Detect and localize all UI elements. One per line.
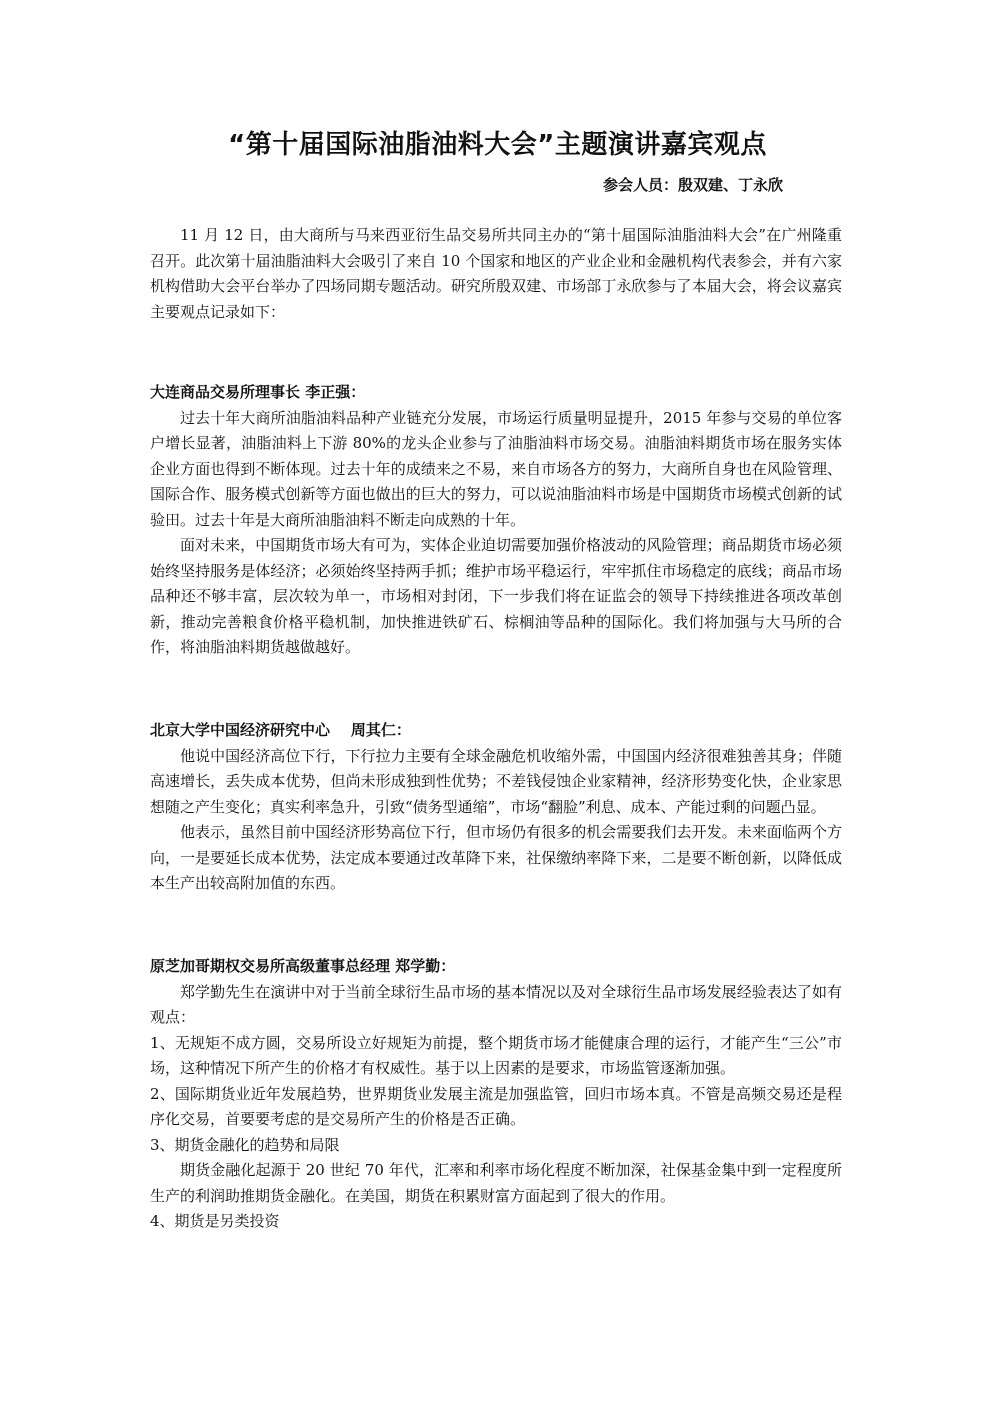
numbered-point: 1、无规矩不成方圆，交易所设立好规矩为前提，整个期货市场才能健康合理的运行，才能产生“三公”市场，这种情况下所产生的价格才有权威性。基于以上因素的是要求，市场监管逐渐加强。	[150, 1033, 842, 1077]
document-title: “第十届国际油脂油料大会”主题演讲嘉宾观点	[228, 130, 767, 160]
body-paragraph: 期货金融化起源于 20 世纪 70 年代，汇率和利率市场化程度不断加深，社保基金集中到一定程度所生产的利润助推期货金融化。在美国，期货在积累财富方面起到了很大的作用。	[150, 1161, 842, 1205]
body-paragraph: 过去十年大商所油脂油料品种产业链充分发展，市场运行质量明显提升，2015 年参与交易的单位客户增长显著，油脂油料上下游 80%的龙头企业参与了油脂油料市场交易。油脂油料期货市场在服务实体企业方面也得到不断体现。过去十年的成绩来之不易，来自市场各方的努力，大商所自身也在风险管理、国际合作、服务模式创新等方面也做出的巨大的努力，可以说油脂油料市场是中国期货市场模式创新的试验田。过去十年是大商所油脂油料不断走向成熟的十年。	[150, 408, 842, 529]
attendees-line: 参会人员：殷双建、丁永欣	[602, 176, 783, 194]
numbered-point: 4、期货是另类投资	[150, 1212, 280, 1230]
body-paragraph: 面对未来，中国期货市场大有可为，实体企业迫切需要加强价格波动的风险管理；商品期货市场必须始终坚持服务是体经济；必须始终坚持两手抓；维护市场平稳运行，牢牢抓住市场稳定的底线；商品市场品种还不够丰富，层次较为单一，市场相对封闭，下一步我们将在证监会的领导下持续推进各项改革创新，推动完善粮食价格平稳机制，加快推进铁矿石、棕榈油等品种的国际化。我们将加强与大马所的合作，将油脂油料期货越做越好。	[150, 536, 842, 656]
section-zheng-xueqin	[150, 954, 842, 1235]
speaker-heading: 北京大学中国经济研究中心 周其仁：	[150, 721, 411, 739]
body-paragraph: 郑学勤先生在演讲中对于当前全球衍生品市场的基本情况以及对全球衍生品市场发展经验表达了如有观点：	[150, 982, 842, 1026]
speaker-heading: 大连商品交易所理事长 李正强：	[150, 383, 366, 401]
speaker-heading: 原芝加哥期权交易所高级董事总经理 郑学勤：	[150, 957, 456, 975]
numbered-point: 2、国际期货业近年发展趋势，世界期货业发展主流是加强监管，回归市场本真。不管是高频交易还是程序化交易，首要要考虑的是交易所产生的价格是否正确。	[150, 1084, 842, 1128]
section-zhou-qiren	[150, 718, 842, 897]
body-paragraph: 他表示，虽然目前中国经济形势高位下行，但市场仍有很多的机会需要我们去开发。未来面临两个方向，一是要延长成本优势，法定成本要通过改革降下来，社保缴纳率降下来，二是要不断创新，以降低成本生产出较高附加值的东西。	[150, 823, 842, 892]
section-li-zhengqiang	[150, 380, 842, 661]
intro-section	[150, 223, 842, 325]
intro-paragraph: 11 月 12 日，由大商所与马来西亚衍生品交易所共同主办的“第十届国际油脂油料大会”在广州隆重召开。此次第十届油脂油料大会吸引了来自 10 个国家和地区的产业企业和金融机构代表参会，并有六家机构借助大会平台举办了四场同期专题活动。研究所殷双建、市场部丁永欣参与了本届大会，将会议嘉宾主要观点记录如下：	[150, 226, 842, 321]
body-paragraph: 他说中国经济高位下行，下行拉力主要有全球金融危机收缩外需，中国国内经济很难独善其身；伴随高速增长，丢失成本优势，但尚未形成独到性优势；不差钱侵蚀企业家精神，经济形势变化快，企业家思想随之产生变化；真实利率急升，引致“债务型通缩”，市场“翻脸”利息、成本、产能过剩的问题凸显。	[150, 746, 842, 816]
numbered-point: 3、期货金融化的趋势和局限	[150, 1135, 340, 1154]
